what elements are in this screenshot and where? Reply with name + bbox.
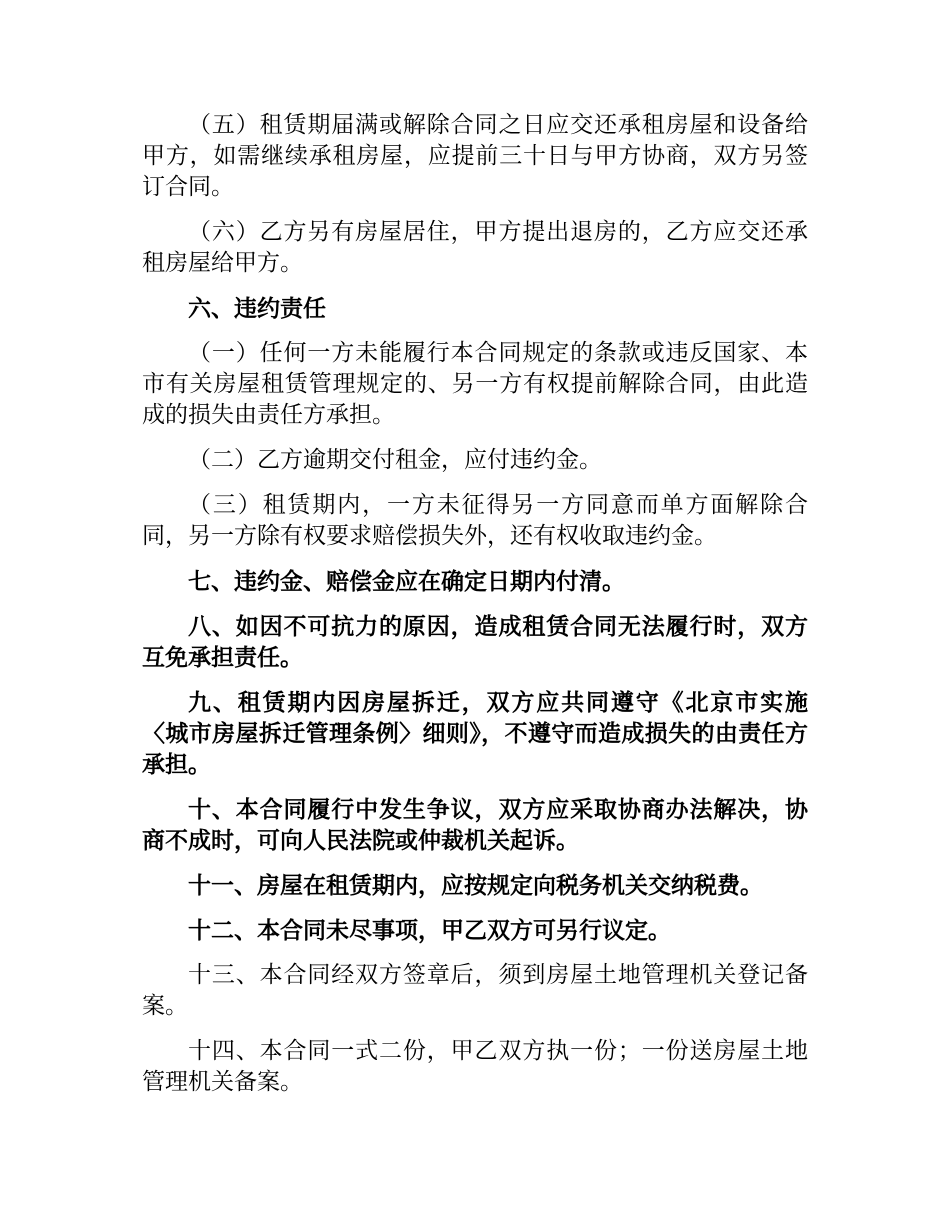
clause-6-2-late-rent: （二）乙方逾期交付租金，应付违约金。 bbox=[188, 447, 602, 473]
clause-12-other-matters: 十二、本合同未尽事项，甲乙双方可另行议定。 bbox=[188, 917, 671, 944]
section-heading-liability: 六、违约责任 bbox=[188, 295, 326, 322]
clause-11-taxes: 十一、房屋在租赁期内，应按规定向税务机关交纳税费。 bbox=[188, 872, 763, 899]
clause-6-1-breach-termination: （一）任何一方未能履行本合同规定的条款或违反国家、本市有关房屋租赁管理规定的、另一方有权提前解除合同，由此造成的损失由责任方承担。 bbox=[142, 340, 808, 428]
clause-6-3-unilateral-termination: （三）租赁期内，一方未征得另一方同意而单方面解除合同，另一方除有权要求赔偿损失外，还有权收取违约金。 bbox=[142, 492, 808, 549]
document-page bbox=[142, 110, 808, 1112]
clause-8-force-majeure: 八、如因不可抗力的原因，造成租赁合同无法履行时，双方互免承担责任。 bbox=[142, 613, 808, 671]
clause-9-demolition: 九、租赁期内因房屋拆迁，双方应共同遵守《北京市实施〈城市房屋拆迁管理条例〉细则》，不遵守而造成损失的由责任方承担。 bbox=[142, 689, 808, 778]
clause-5-5-return-premises: （五）租赁期届满或解除合同之日应交还承租房屋和设备给甲方，如需继续承租房屋，应提前三十日与甲方协商，双方另签订合同。 bbox=[142, 112, 808, 200]
clause-13-registration: 十三、本合同经双方签章后，须到房屋土地管理机关登记备案。 bbox=[142, 962, 808, 1019]
clause-7-payment-deadline: 七、违约金、赔偿金应在确定日期内付清。 bbox=[188, 568, 625, 595]
clause-14-copies: 十四、本合同一式二份，甲乙双方执一份；一份送房屋土地管理机关备案。 bbox=[142, 1038, 808, 1095]
clause-10-dispute-resolution: 十、本合同履行中发生争议，双方应采取协商办法解决，协商不成时，可向人民法院或仲裁机关起诉。 bbox=[142, 796, 808, 854]
clause-5-6-other-housing: （六）乙方另有房屋居住，甲方提出退房的，乙方应交还承租房屋给甲方。 bbox=[142, 219, 808, 276]
